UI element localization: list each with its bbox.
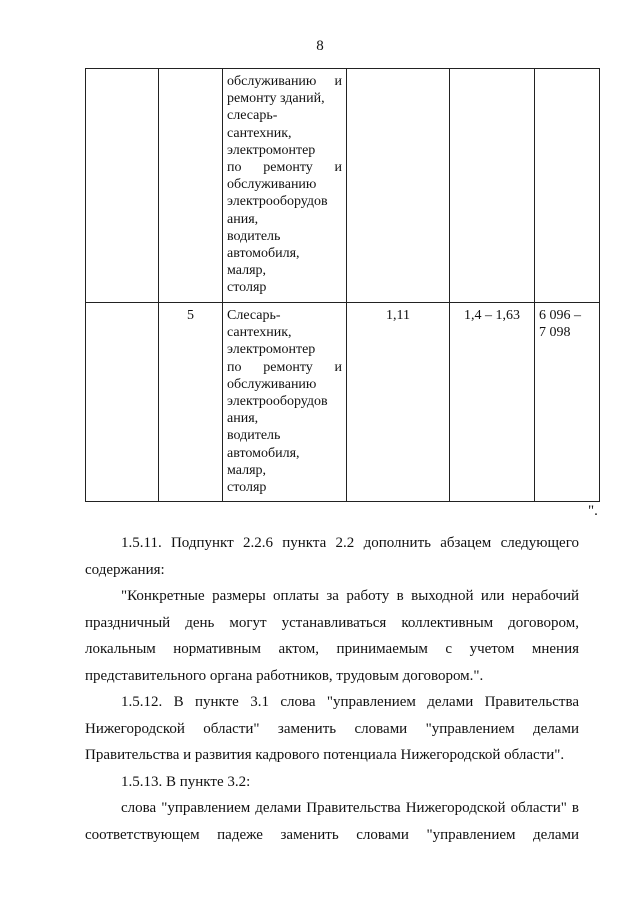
paragraph-1-5-12: 1.5.12. В пункте 3.1 слова "управлением делами Правительства Нижегородской области" заменить словами "управлением делами Правительства и развития кадрового потенциала Нижегородской области". [85,694,579,763]
table-cell-group [86,69,159,303]
table-cell-salary [535,69,600,303]
table-cell-coef [347,69,450,303]
paragraph-words: слова "управлением делами Правительства Нижегородской области" в соответствующем падеже заменить словами "управлением делами [85,800,579,843]
job-line: столяр [227,480,267,496]
table-row [86,303,600,502]
job-line: маляр, [227,462,267,478]
closing-quote: ". [588,503,598,519]
table-cell-level [159,69,223,303]
job-line: сантехник, [227,125,292,141]
job-line: автомобиля, [227,246,300,262]
job-line: электрооборудов [227,194,328,210]
salary-table [85,68,600,502]
job-line: электрооборудов [227,394,328,410]
paragraph-1-5-13: 1.5.13. В пункте 3.2: [121,773,251,790]
job-line: сантехник, [227,325,292,341]
table-cell-salary [535,303,600,502]
job-line: маляр, [227,263,267,279]
salary-line: 7 098 [539,325,571,341]
paragraph-quote: "Конкретные размеры оплаты за работу в выходной или нерабочий праздничный день могут устанавливаться коллективным договором, локальным нормативным актом, принимаемым с учетом мнения представительного органа работников, трудовым договором.". [85,588,579,684]
job-line: обслуживанию [227,177,317,193]
table-cell-group [86,303,159,502]
table-cell-range [450,69,535,303]
job-line: слесарь- [227,108,278,124]
paragraph-1-5-11: 1.5.11. Подпункт 2.2.6 пункта 2.2 дополнить абзацем следующего содержания: [85,535,579,578]
job-line: водитель [227,228,281,244]
salary-line: 6 096 – [539,308,581,323]
table-cell-level: 5 [159,303,223,502]
job-line: ания, [227,411,259,427]
job-line: ания, [227,211,259,227]
job-line: электромонтер [227,342,316,358]
job-line: обслуживанию [227,376,317,392]
job-line: автомобиля, [227,445,300,461]
table-cell-jobs [223,69,347,303]
table-row [86,69,600,303]
job-line: по ремонту и [227,160,342,176]
job-line: обслуживанию и [227,74,342,89]
job-line: водитель [227,428,281,444]
job-line: электромонтер [227,142,316,158]
job-line: Слесарь- [227,308,281,323]
amendment-text [85,530,579,848]
table-cell-range: 1,4 – 1,63 [450,303,535,502]
table-cell-jobs [223,303,347,502]
page-number: 8 [316,38,324,54]
table-cell-coef: 1,11 [347,303,450,502]
job-line: по ремонту и [227,359,342,375]
job-line: столяр [227,280,267,296]
job-line: ремонту зданий, [227,91,325,107]
